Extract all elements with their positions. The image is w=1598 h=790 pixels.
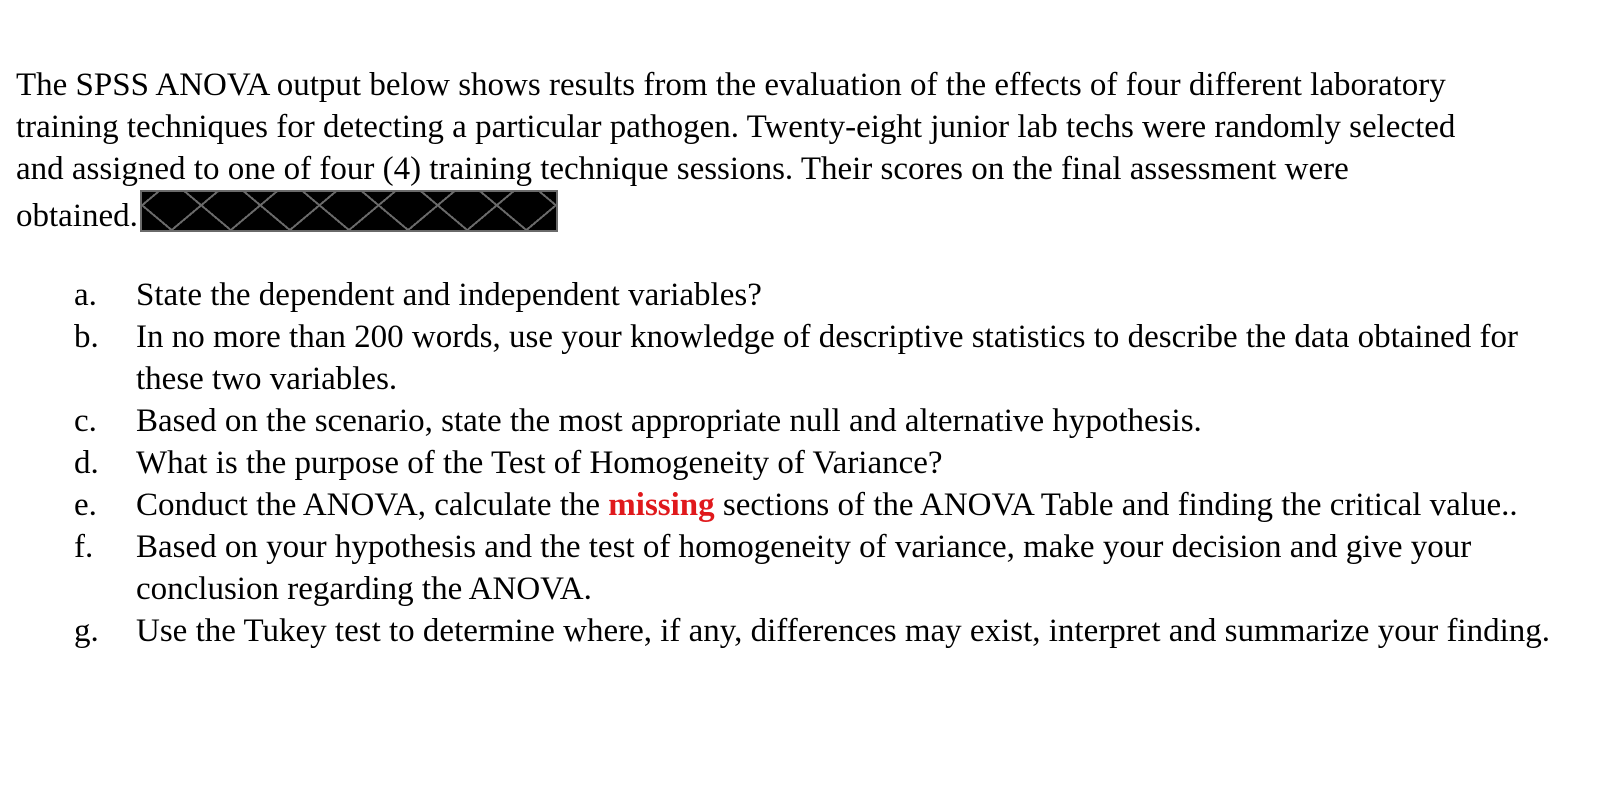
- question-marker: d.: [74, 445, 99, 481]
- question-text: Use the Tukey test to determine where, if any, differences may exist, interpret and summarize your finding.: [136, 613, 1551, 649]
- question-text: In no more than 200 words, use your knowledge of descriptive statistics to describe the data obtained for these two variables.: [136, 319, 1518, 397]
- question-marker: a.: [74, 277, 97, 313]
- question-text: Based on the scenario, state the most appropriate null and alternative hypothesis.: [136, 403, 1202, 439]
- missing-highlight: missing: [608, 487, 715, 523]
- question-marker: e.: [74, 487, 97, 523]
- question-text: State the dependent and independent variables?: [136, 277, 762, 313]
- question-list: [0, 274, 1560, 652]
- question-item-g: [0, 610, 1560, 652]
- question-marker: c.: [74, 403, 97, 439]
- question-text-before: Conduct the ANOVA, calculate the: [136, 487, 601, 523]
- question-marker: b.: [74, 319, 99, 355]
- question-item-c: [0, 400, 1560, 442]
- redaction-block: [140, 190, 558, 232]
- question-text: What is the purpose of the Test of Homogeneity of Variance?: [136, 445, 943, 481]
- question-text: Based on your hypothesis and the test of homogeneity of variance, make your decision and give your conclusion regarding the ANOVA.: [136, 529, 1472, 607]
- question-item-d: [0, 442, 1560, 484]
- question-item-a: [0, 274, 1560, 316]
- intro-text: The SPSS ANOVA output below shows results from the evaluation of the effects of four different laboratory training techniques for detecting a particular pathogen. Twenty-eight junior lab techs were randomly selected and assigned to one of four (4) training technique sessions. Their scores on the final assessment were obtained.: [16, 67, 1456, 234]
- intro-paragraph: [16, 64, 1466, 237]
- question-item-f: [0, 526, 1560, 610]
- question-marker: g.: [74, 613, 99, 649]
- question-marker: f.: [74, 529, 94, 565]
- question-item-e: [0, 484, 1560, 526]
- question-text-after: sections of the ANOVA Table and finding the critical value..: [722, 487, 1518, 523]
- question-item-b: [0, 316, 1560, 400]
